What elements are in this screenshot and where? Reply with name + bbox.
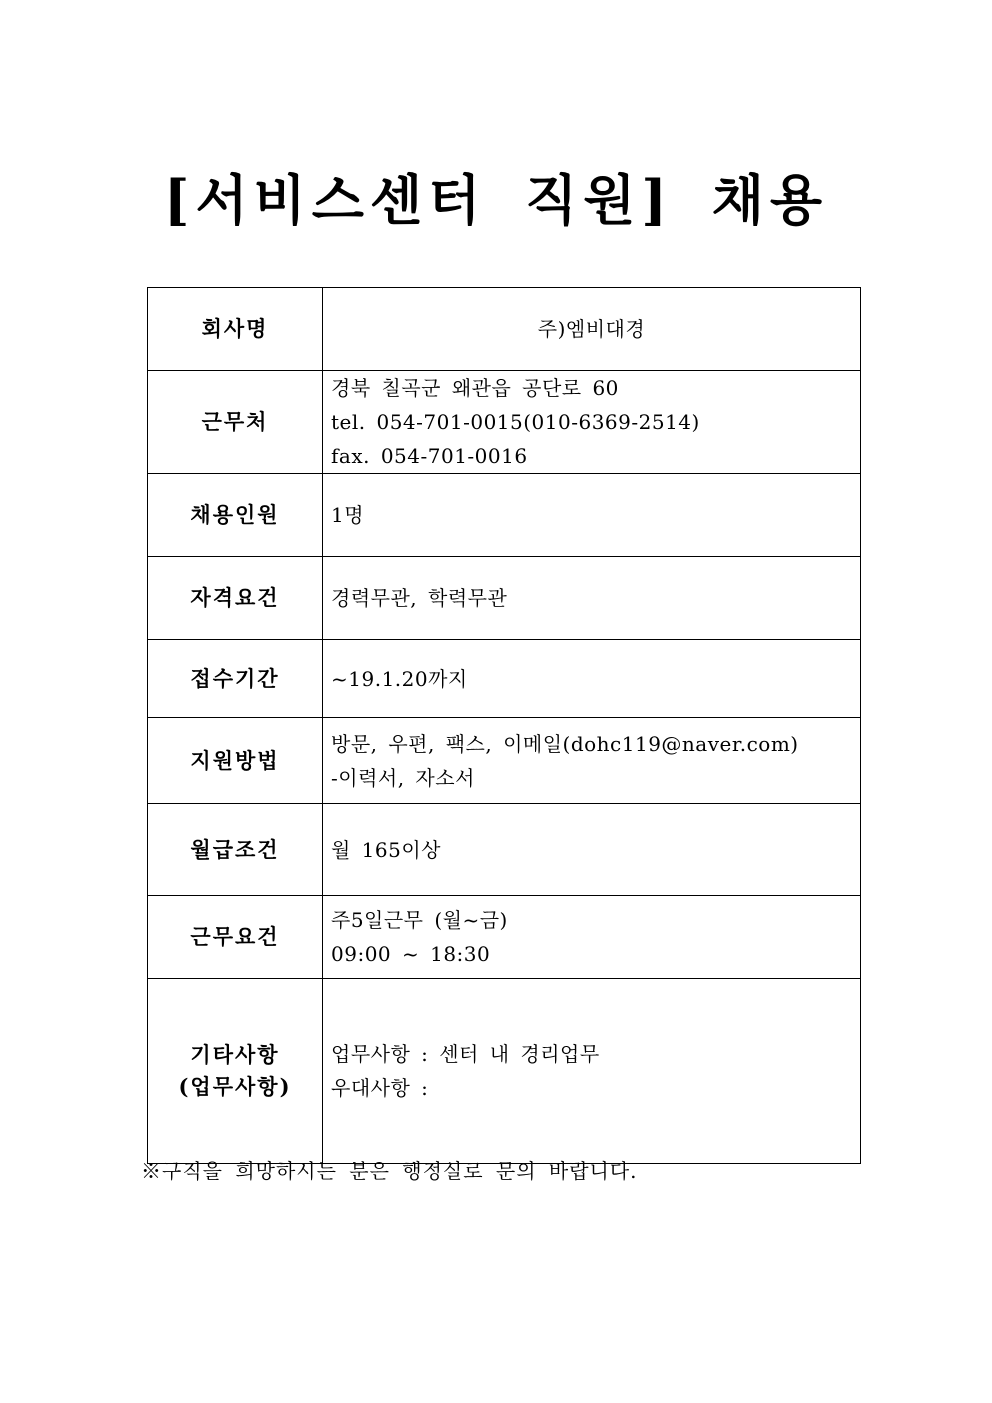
value-company [323, 288, 861, 371]
label-method [148, 718, 323, 804]
footnote: ※구직을 희망하시는 분은 행정실로 문의 바랍니다. [141, 1159, 638, 1183]
label-period [148, 640, 323, 718]
label-method-text: 지원방법 [190, 747, 280, 773]
headcount: 1명 [331, 503, 365, 527]
label-headcount [148, 474, 323, 557]
label-company [148, 288, 323, 371]
label-etc-subtext: (업무사항) [178, 1074, 292, 1099]
qualification: 경력무관, 학력무관 [331, 586, 508, 610]
application-documents: -이력서, 자소서 [331, 765, 475, 790]
label-conditions-text: 근무요건 [190, 924, 280, 949]
label-headcount-text: 채용인원 [190, 502, 280, 527]
value-conditions [323, 896, 861, 979]
table-row-workplace [148, 371, 861, 474]
value-qualification [323, 557, 861, 640]
label-qualification-text: 자격요건 [190, 585, 280, 610]
work-days: 주5일근무 (월~금) [331, 908, 508, 932]
value-period [323, 640, 861, 718]
table-row-period [148, 640, 861, 718]
salary: 월 165이상 [331, 837, 441, 862]
application-method: 방문, 우편, 팩스, 이메일(dohc119@naver.com) [331, 731, 799, 756]
label-conditions [148, 896, 323, 979]
label-qualification [148, 557, 323, 640]
workplace-address: 경북 칠곡군 왜관읍 공단로 60 [331, 376, 619, 400]
label-salary-text: 월급조건 [190, 836, 280, 862]
value-headcount [323, 474, 861, 557]
table-row-headcount [148, 474, 861, 557]
workplace-fax: fax. 054-701-0016 [331, 444, 528, 468]
label-period-text: 접수기간 [190, 665, 280, 691]
value-workplace [323, 371, 861, 474]
value-etc [323, 979, 861, 1164]
label-etc-text: 기타사항 [190, 1042, 280, 1067]
label-workplace [148, 371, 323, 474]
table-row-salary [148, 804, 861, 896]
value-salary [323, 804, 861, 896]
value-method [323, 718, 861, 804]
label-workplace-text: 근무처 [201, 409, 269, 434]
label-etc [148, 979, 323, 1164]
work-hours: 09:00 ~ 18:30 [331, 942, 491, 966]
application-period: ~19.1.20까지 [331, 666, 468, 691]
company-name: 주)엠비대경 [537, 317, 646, 341]
page-title: [서비스센터 직원] 채용 [163, 168, 829, 232]
table-row-qualification [148, 557, 861, 640]
table-row-method [148, 718, 861, 804]
preferences: 우대사항 : [331, 1076, 429, 1100]
duties: 업무사항 : 센터 내 경리업무 [331, 1042, 600, 1066]
label-salary [148, 804, 323, 896]
table-row-conditions [148, 896, 861, 979]
table-row-etc [148, 979, 861, 1164]
workplace-tel: tel. 054-701-0015(010-6369-2514) [331, 410, 700, 434]
job-posting-table [147, 287, 861, 1164]
table-row-company [148, 288, 861, 371]
label-company-text: 회사명 [201, 316, 269, 341]
